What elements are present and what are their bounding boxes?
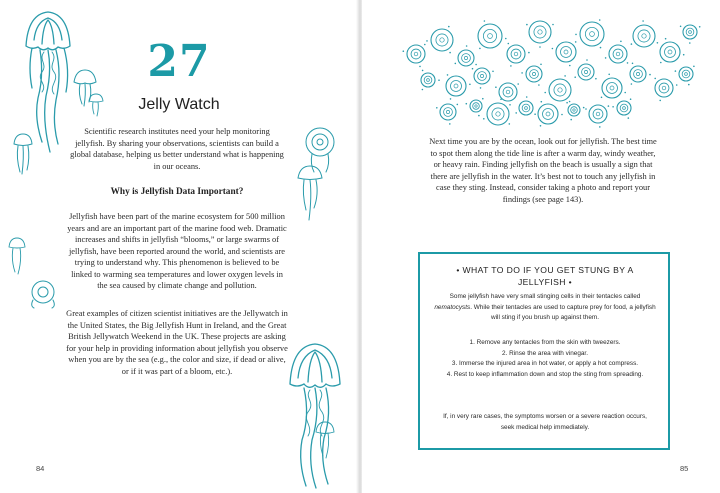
chapter-number: 27 [147,36,211,87]
swarm-jellyfish [631,20,659,47]
swarm-jellyfish [483,99,510,126]
swarm-jellyfish [601,74,626,99]
callout-steps-list [440,338,650,380]
left-page [0,0,358,493]
callout-title: • WHAT TO DO IF YOU GET STUNG BY A JELLYFISH • [456,265,634,287]
right-page [362,0,720,493]
jellyfish-illustration-small-3 [10,132,36,176]
swarm-jellyfish [566,102,584,121]
swarm-jellyfish [660,38,685,63]
swarm-jellyfish [455,45,477,66]
swarm-jellyfish [515,96,536,115]
jellyfish-illustration-small-7 [6,236,28,276]
swarm-jellyfish [426,26,453,54]
callout-outro: If, in very rare cases, the symptoms worsen or a severe reaction occurs, seek medical help immediately. [443,413,647,431]
jellyfish-illustration-large-bottom [284,340,346,490]
chapter-title: Jelly Watch [138,96,220,113]
swarm-jellyfish [495,83,519,106]
swarm-jellyfish [654,78,677,102]
callout-intro-after: . While their tentacles are used to capture prey for food, a jellyfish will sting if you brush up against them. [470,303,656,321]
section-subheading: Why is Jellyfish Data Important? [110,187,244,197]
swarm-jellyfish [466,98,484,117]
right-body-paragraph: Next time you are by the ocean, look out for jellyfish. The best time to spot them along the tide line is after a warm day, windy weather, or heavy rain. Finding jellyfish on the beach is usually a sign that there are jellyfish in the water. It’s best not to touch any jellyfish in case they sting. Instead, consider taking a photo and report your findings (see page 143). [429,137,657,204]
swarm-jellyfish [421,70,440,91]
callout-step-3: 3. Immerse the injured area in hot water, or apply a hot compress. [451,360,639,367]
swarm-jellyfish [552,41,577,66]
swarm-jellyfish [605,41,629,64]
body-paragraph-2: Great examples of citizen scientist initiatives are the Jellywatch in the United States, the Big Jellyfish Hunt in Ireland, and the Great British Jellywatch Weekend in the UK. These projects are asking for your help in providing information about jellyfish you observe when you are by the sea (e.g., the color and size, if dead or alive, or if it was part of a bloom, etc.). [66,309,288,376]
body-paragraph-1: Jellyfish have been part of the marine ecosystem for 500 million years and are an important part of the marine food web. Dramatic increases and shifts in jellyfish “blooms,” or large swarms of jellyfish, have been reported around the world, and scientists are trying to understand why. This phenomenon is believed to be linked to warming sea temperatures and lower oxygen levels in the sea caused by climate change and pollution. [67,212,287,290]
callout-step-1: 1. Remove any tentacles from the skin with tweezers. [469,339,621,346]
swarm-jellyfish [526,21,554,48]
swarm-jellyfish [675,66,695,86]
callout-intro-before: Some jellyfish have very small stinging cells in their tentacles called [449,293,641,300]
jellyfish-illustration-small-5 [292,164,328,224]
swarm-jellyfish [446,74,471,100]
swarm-jellyfish [478,20,507,49]
jellyfish-swarm-illustration [398,14,698,124]
swarm-jellyfish [680,25,701,44]
jellyfish-illustration-small-6 [26,278,60,308]
swarm-jellyfish [507,43,530,67]
swarm-jellyfish [538,101,563,127]
swarm-jellyfish [472,68,494,89]
swarm-jellyfish [436,104,458,125]
swarm-jellyfish [585,105,609,128]
swarm-jellyfish [575,19,604,48]
sting-advice-callout-box [418,252,670,450]
intro-paragraph: Scientific research institutes need your help monitoring jellyfish. By sharing your observations, scientists can build a global database, helping us better understand what is happening in our oceans. [70,127,284,171]
swarm-jellyfish [630,63,651,85]
callout-intro [434,292,656,324]
jellyfish-illustration-small-8 [312,420,338,460]
swarm-jellyfish [574,59,596,80]
page-number-left: 84 [36,464,45,473]
swarm-jellyfish [612,98,631,119]
callout-step-4: 4. Rest to keep inflammation down and stop the sting from spreading. [446,370,644,378]
swarm-jellyfish [403,44,426,67]
swarm-jellyfish [544,75,571,102]
callout-intro-term: nematocysts [434,303,471,311]
swarm-jellyfish [521,64,542,86]
callout-step-2: 2. Rinse the area with vinegar. [502,349,588,357]
page-number-right: 85 [680,464,689,473]
